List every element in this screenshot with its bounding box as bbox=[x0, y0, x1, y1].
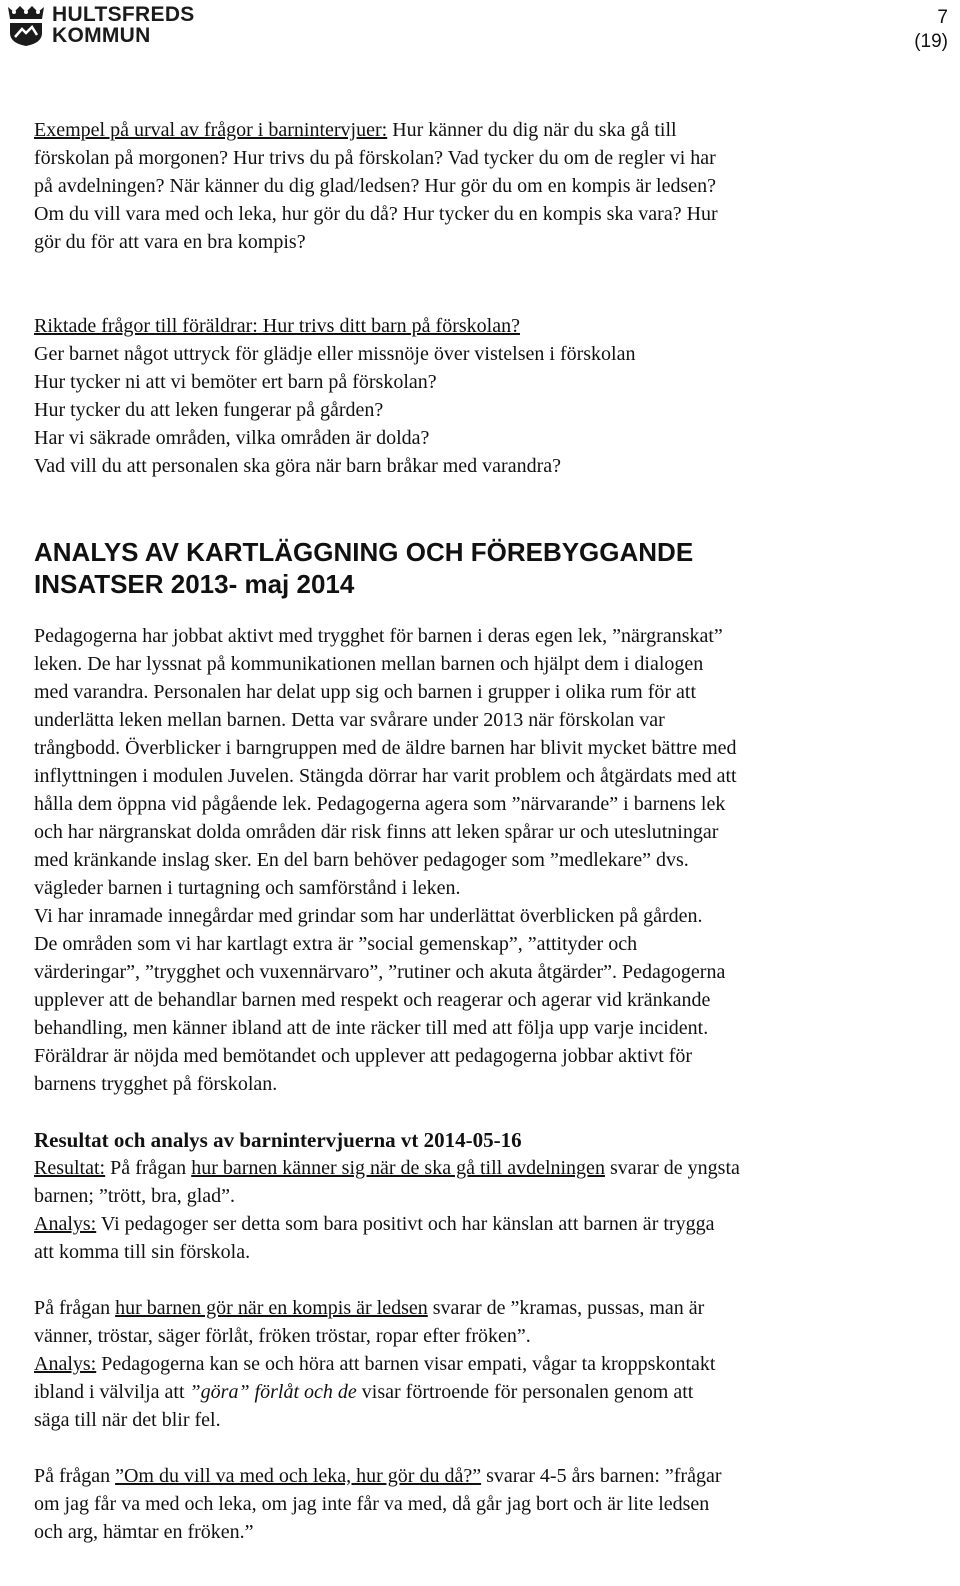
interview-questions bbox=[34, 116, 914, 256]
result-label: Resultat: bbox=[34, 1157, 106, 1179]
result-1 bbox=[34, 1154, 914, 1266]
municipality-logo bbox=[6, 3, 195, 47]
analysis-text: Pedagogerna kan se och höra att barnen visar empati, vågar ta kroppskontakt bbox=[96, 1353, 716, 1375]
interview-line: på avdelningen? När känner du dig glad/ledsen? Hur gör du om en kompis är ledsen? bbox=[34, 175, 717, 197]
interview-line: Om du vill vara med och leka, hur gör du då? Hur tycker du en kompis ska vara? Hur bbox=[34, 203, 718, 225]
analysis-paragraph bbox=[34, 622, 914, 1098]
parents-line: Ger barnet något uttryck för glädje eller missnöje över vistelsen i förskolan bbox=[34, 343, 636, 365]
analysis-line: vägleder barnen i turtagning och samförstånd i leken. bbox=[34, 877, 461, 899]
interview-label: Exempel på urval av frågor i barnintervjuer: bbox=[34, 119, 388, 141]
parents-line: Vad vill du att personalen ska göra när barn bråkar med varandra? bbox=[34, 455, 562, 477]
logo-line-2: KOMMUN bbox=[52, 24, 151, 47]
analysis-line: De områden som vi har kartlagt extra är ”social gemenskap”, ”attityder och bbox=[34, 933, 638, 955]
result-3 bbox=[34, 1462, 914, 1546]
result-question: hur barnen gör när en kompis är ledsen bbox=[115, 1297, 428, 1319]
analysis-line: Vi har inramade innegårdar med grindar som har underlättat överblicken på gården. bbox=[34, 905, 703, 927]
analysis-text: säga till när det blir fel. bbox=[34, 1409, 221, 1431]
analysis-line: leken. De har lyssnat på kommunikationen mellan barnen och hjälpt dem i dialogen bbox=[34, 653, 704, 675]
analysis-line: behandling, men känner ibland att de inte räcker till med att följa upp varje incident. bbox=[34, 1017, 709, 1039]
analysis-line: hålla dem öppna vid pågående lek. Pedagogerna agera som ”närvarande” i barnens lek bbox=[34, 793, 726, 815]
parents-line: Hur tycker du att leken fungerar på gården? bbox=[34, 399, 384, 421]
analysis-label: Analys: bbox=[34, 1353, 97, 1375]
result-text: På frågan bbox=[105, 1157, 192, 1179]
result-text: På frågan bbox=[34, 1297, 116, 1319]
analysis-text: Vi pedagoger ser detta som bara positivt och har känslan att barnen är trygga bbox=[96, 1213, 715, 1235]
result-text: svarar 4-5 års barnen: ”frågar bbox=[481, 1465, 722, 1487]
analysis-line: underlätta leken mellan barnen. Detta var svårare under 2013 när förskolan var bbox=[34, 709, 665, 731]
analysis-line: Pedagogerna har jobbat aktivt med trygghet för barnen i deras egen lek, ”närgranskat” bbox=[34, 625, 723, 647]
document-body bbox=[34, 116, 914, 1546]
analysis-line: med varandra. Personalen har delat upp sig och barnen i grupper i olika rum för att bbox=[34, 681, 697, 703]
result-text: vänner, tröstar, säger förlåt, fröken tröstar, ropar efter fröken”. bbox=[34, 1325, 531, 1347]
analysis-heading-line-1: ANALYS AV KARTLÄGGNING OCH FÖREBYGGANDE bbox=[34, 537, 694, 567]
result-text: om jag får va med och leka, om jag inte får va med, då går jag bort och är lite ledsen bbox=[34, 1493, 710, 1515]
analysis-line: och har närgranskat dolda områden där risk finns att leken spårar ur och uteslutningar bbox=[34, 821, 719, 843]
interview-line: gör du för att vara en bra kompis? bbox=[34, 231, 306, 253]
analysis-label: Analys: bbox=[34, 1213, 97, 1235]
logo-line-1: HULTSFREDS bbox=[52, 3, 195, 26]
analysis-line: med kränkande inslag sker. En del barn behöver pedagoger som ”medlekare” dvs. bbox=[34, 849, 689, 871]
parents-label: Riktade frågor till föräldrar: Hur trivs ditt barn på förskolan? bbox=[34, 315, 520, 337]
crown-shield-icon bbox=[6, 3, 46, 47]
page-number-total: (19) bbox=[914, 31, 948, 52]
analysis-text: ibland i välvilja att bbox=[34, 1381, 190, 1403]
result-question: ”Om du vill va med och leka, hur gör du då?” bbox=[115, 1465, 482, 1487]
analysis-heading bbox=[34, 536, 914, 600]
result-2 bbox=[34, 1294, 914, 1434]
page-header bbox=[0, 0, 960, 60]
result-text: svarar de yngsta bbox=[604, 1157, 740, 1179]
result-text: och arg, hämtar en fröken.” bbox=[34, 1521, 254, 1543]
analysis-heading-line-2: INSATSER 2013- maj 2014 bbox=[34, 569, 355, 599]
analysis-line: värderingar”, ”trygghet och vuxennärvaro”, ”rutiner och akuta åtgärder”. Pedagogerna bbox=[34, 961, 726, 983]
interview-line: förskolan på morgonen? Hur trivs du på förskolan? Vad tycker du om de regler vi har bbox=[34, 147, 716, 169]
page-number-current: 7 bbox=[937, 7, 948, 28]
analysis-italic-text: ”göra” förlåt och de bbox=[189, 1381, 357, 1403]
parents-line: Hur tycker ni att vi bemöter ert barn på förskolan? bbox=[34, 371, 437, 393]
interview-line: Hur känner du dig när du ska gå till bbox=[387, 119, 677, 141]
analysis-line: trångbodd. Överblicker i barngruppen med de äldre barnen har blivit mycket bättre med bbox=[34, 737, 737, 759]
analysis-line: upplever att de behandlar barnen med respekt och reagerar och agerar vid kränkande bbox=[34, 989, 711, 1011]
analysis-text: visar förtroende för personalen genom att bbox=[356, 1381, 694, 1403]
result-text: barnen; ”trött, bra, glad”. bbox=[34, 1185, 236, 1207]
result-text: svarar de ”kramas, pussas, man är bbox=[427, 1297, 705, 1319]
analysis-line: inflyttningen i modulen Juvelen. Stängda dörrar har varit problem och åtgärdats med att bbox=[34, 765, 737, 787]
page-number bbox=[914, 6, 948, 54]
results-heading: Resultat och analys av barnintervjuerna vt 2014-05-16 bbox=[34, 1128, 522, 1152]
result-question: hur barnen känner sig när de ska gå till avdelningen bbox=[191, 1157, 605, 1179]
result-text: På frågan bbox=[34, 1465, 116, 1487]
analysis-line: Föräldrar är nöjda med bemötandet och upplever att pedagogerna jobbar aktivt för bbox=[34, 1045, 693, 1067]
parent-questions bbox=[34, 312, 914, 480]
analysis-line: barnens trygghet på förskolan. bbox=[34, 1073, 278, 1095]
analysis-text: att komma till sin förskola. bbox=[34, 1241, 251, 1263]
parents-line: Har vi säkrade områden, vilka områden är dolda? bbox=[34, 427, 430, 449]
